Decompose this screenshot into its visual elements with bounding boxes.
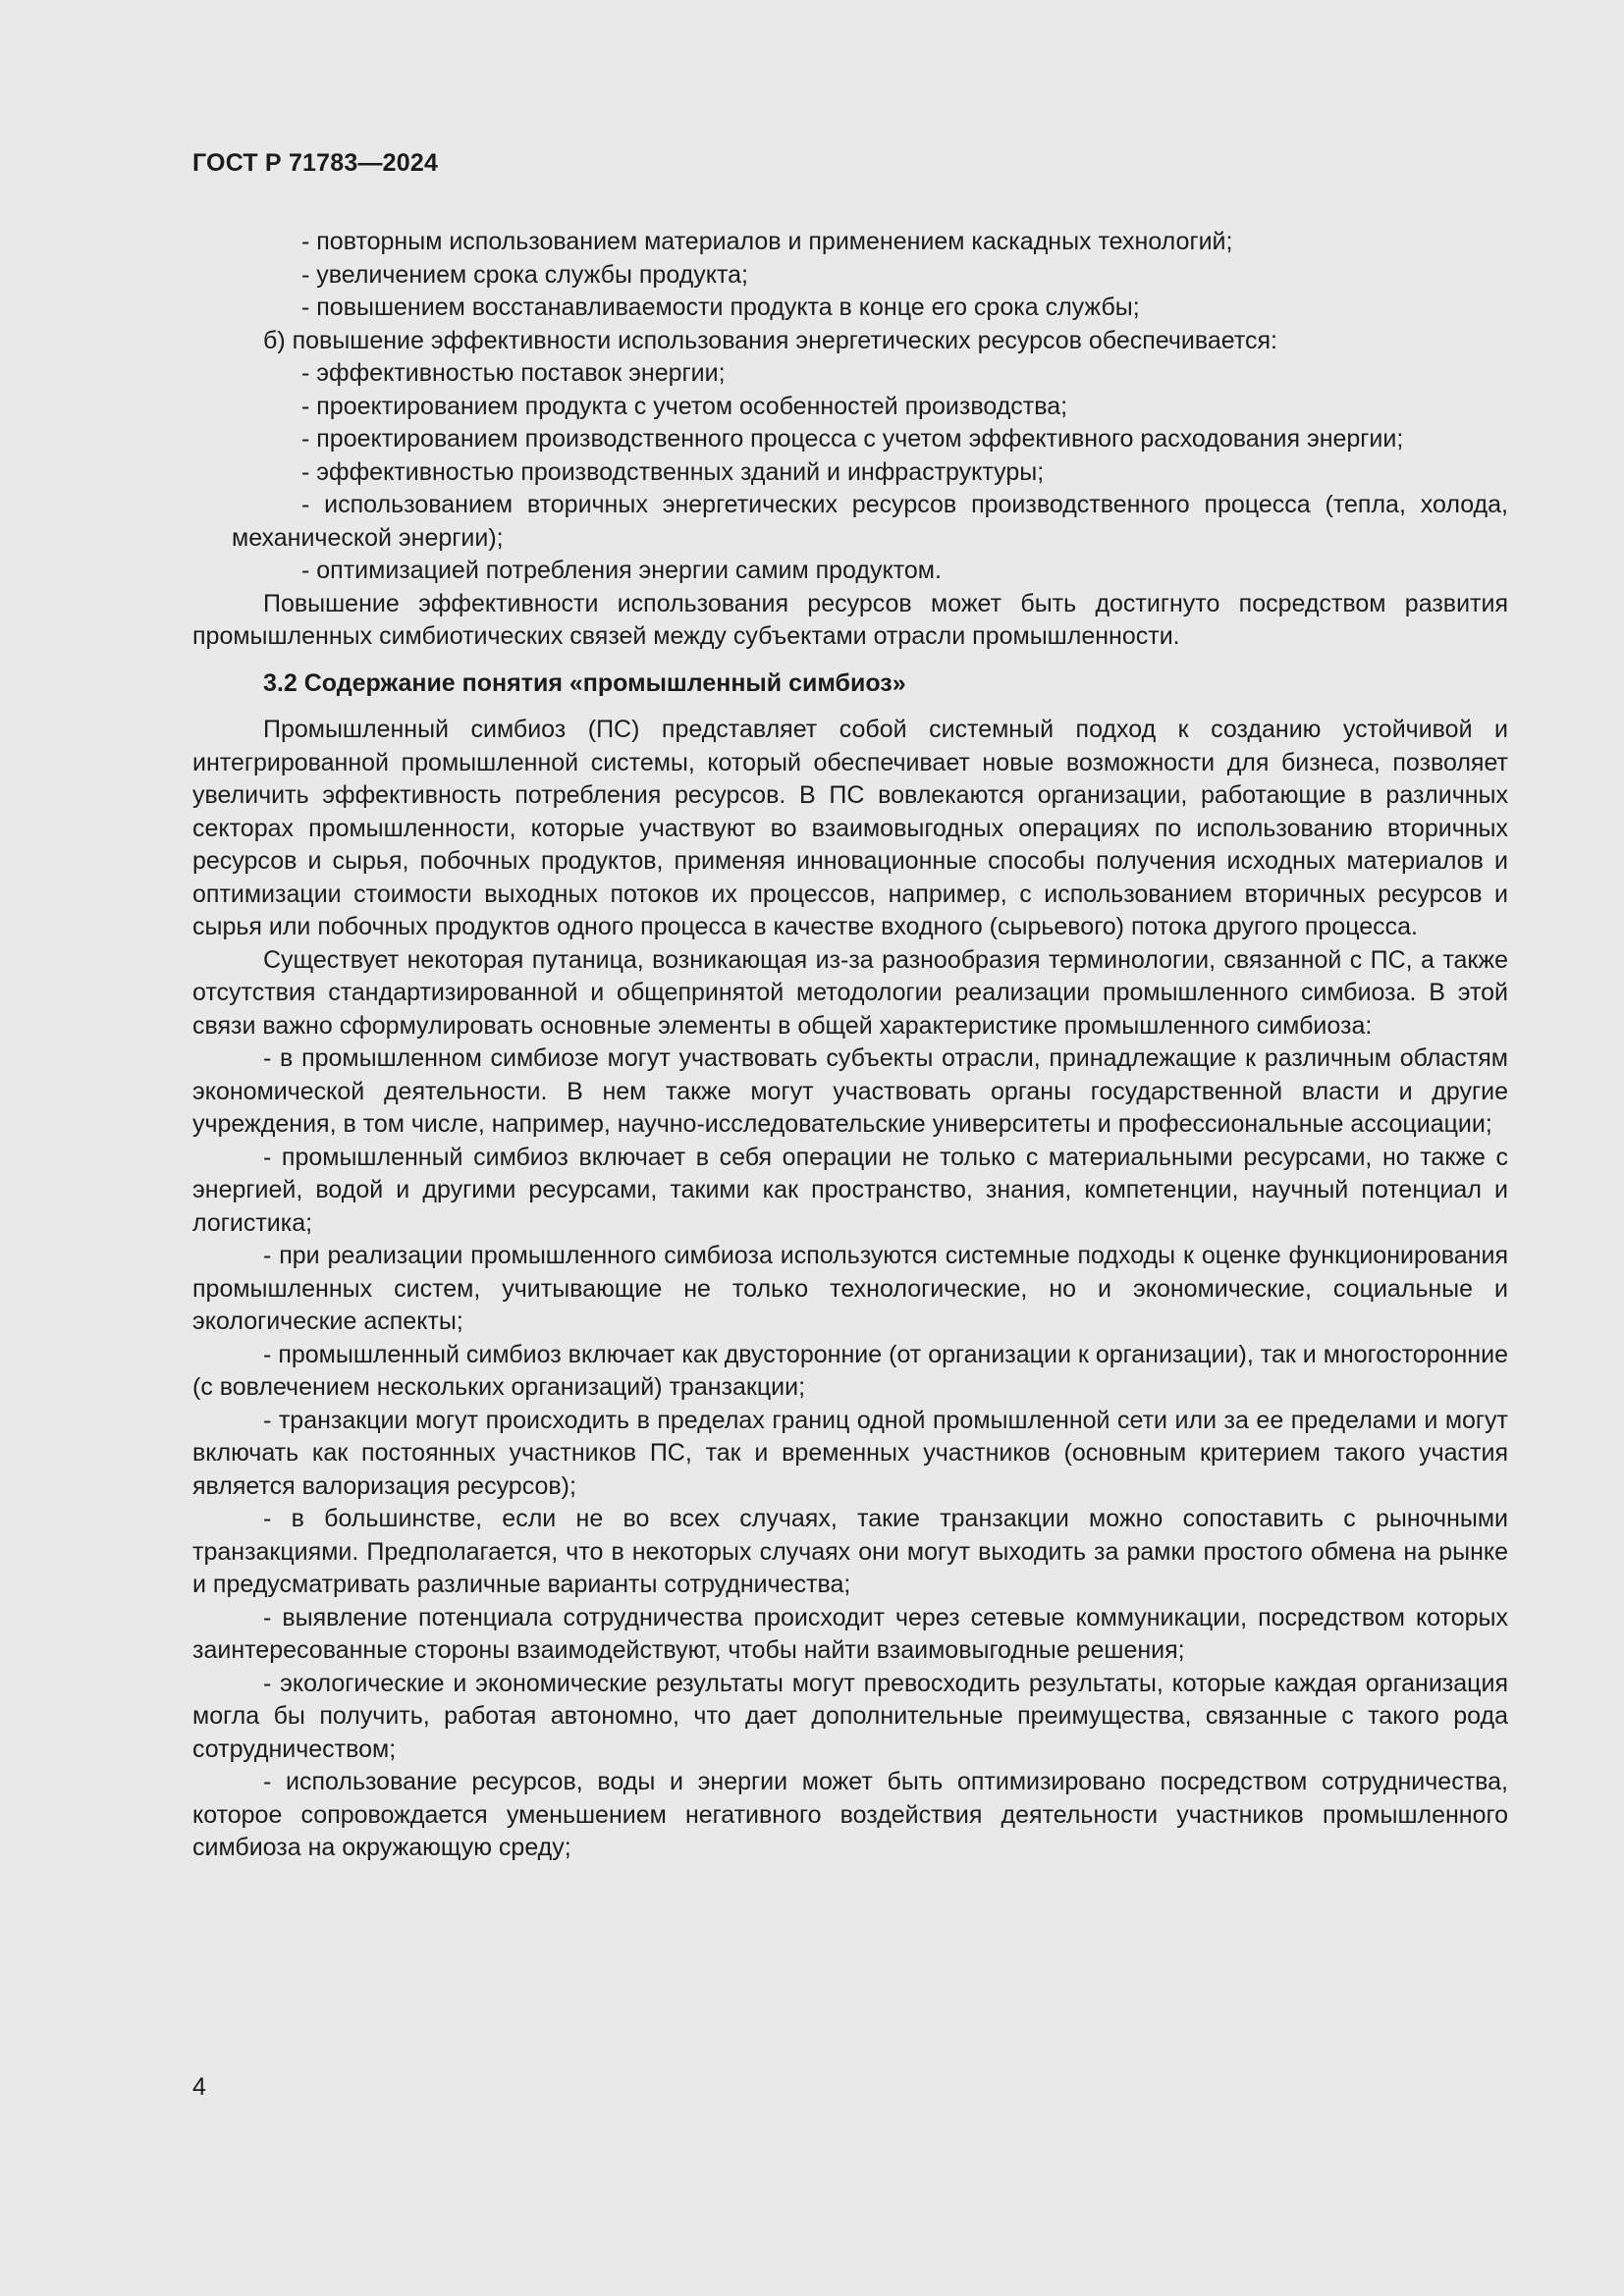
list-item: - использованием вторичных энергетических ресурсов производственного процесса (тепла, холода, механической энергии);	[232, 491, 1508, 552]
list-item: - экологические и экономические результаты могут превосходить результаты, которые каждая организация могла бы получить, работая автономно, что дает дополнительные преимущества, связанные с такого рода сотрудничеством;	[192, 1669, 1508, 1763]
list-item: - в большинстве, если не во всех случаях, такие транзакции можно сопоставить с рыночными транзакциями. Предполагается, что в некоторых случаях они могут выходить за рамки простого обмена на рынке и предусматривать различные варианты сотрудничества;	[192, 1505, 1508, 1598]
page-body	[192, 226, 1508, 1865]
list-item: - промышленный симбиоз включает как двусторонние (от организации к организации), так и многосторонние (с вовлечением нескольких организаций) транзакции;	[192, 1340, 1508, 1401]
list-item: - оптимизацией потребления энергии самим продуктом.	[301, 557, 942, 584]
list-item: - при реализации промышленного симбиоза используются системные подходы к оценке функционирования промышленных систем, учитывающие не только технологические, но и экономические, социальные и экологические аспекты;	[192, 1242, 1508, 1335]
list-item: - эффективностью поставок энергии;	[301, 359, 726, 387]
list-item: - выявление потенциала сотрудничества происходит через сетевые коммуникации, посредством которых заинтересованные стороны взаимодействуют, чтобы найти взаимовыгодные решения;	[192, 1603, 1508, 1664]
page-number: 4	[192, 2073, 206, 2101]
list-item: - увеличением срока службы продукта;	[301, 260, 749, 289]
paragraph-terminology: Существует некоторая путаница, возникающая из-за разнообразия терминологии, связанной с ПС, а также отсутствия стандартизированной и общепринятой методологии реализации промышленного симбиоза. В этой связи важно сформулировать основные элементы в общей характеристике промышленного симбиоза:	[192, 945, 1508, 1040]
list-item: - эффективностью производственных зданий и инфраструктуры;	[301, 457, 1045, 486]
list-item: - повторным использованием материалов и применением каскадных технологий;	[301, 228, 1233, 255]
list-item: - проектированием продукта с учетом особенностей производства;	[301, 392, 1068, 420]
section-heading: 3.2 Содержание понятия «промышленный симбиоз»	[263, 668, 906, 697]
list-item: - повышением восстанавливаемости продукта в конце его срока службы;	[301, 294, 1140, 321]
list-item: - использование ресурсов, воды и энергии может быть оптимизировано посредством сотрудничества, которое сопровождается уменьшением негативного воздействия деятельности участников промышленного симбиоза на окружающую среду;	[192, 1768, 1508, 1861]
list-item: - проектированием производственного процесса с учетом эффективного расходования энергии;	[301, 425, 1404, 453]
list-item: - транзакции могут происходить в пределах границ одной промышленной сети или за ее пределами и могут включать как постоянных участников ПС, так и временных участников (основным критерием такого участия является валоризация ресурсов);	[192, 1406, 1508, 1500]
list-item: - промышленный симбиоз включает в себя операции не только с материальными ресурсами, но также с энергией, водой и другими ресурсами, такими как пространство, знания, компетенции, научный потенциал и логистика;	[192, 1143, 1508, 1237]
paragraph-resources: Повышение эффективности использования ресурсов может быть достигнуто посредством развития промышленных симбиотических связей между субъектами отрасли промышленности.	[192, 589, 1508, 650]
paragraph-industrial-symbiosis: Промышленный симбиоз (ПС) представляет собой системный подход к созданию устойчивой и интегрированной промышленной системы, который обеспечивает новые возможности для бизнеса, позволяет увеличить эффективность потребления ресурсов. В ПС вовлекаются организации, работающие в различных секторах промышленности, которые участвуют во взаимовыгодных операциях по использованию вторичных ресурсов и сырья, побочных продуктов, применяя инновационные способы получения исходных материалов и оптимизации стоимости выходных потоков их процессов, например, с использованием вторичных ресурсов и сырья или побочных продуктов одного процесса в качестве входного (сырьевого) потока другого процесса.	[192, 716, 1508, 940]
list-item-b: б) повышение эффективности использования энергетических ресурсов обеспечивается:	[263, 326, 1277, 354]
document-id-header: ГОСТ Р 71783—2024	[192, 149, 439, 177]
list-item: - в промышленном симбиозе могут участвовать субъекты отрасли, принадлежащие к различным областям экономической деятельности. В нем также могут участвовать органы государственной власти и другие учреждения, в том числе, например, научно-исследовательские университеты и профессиональные ассоциации;	[192, 1044, 1508, 1138]
